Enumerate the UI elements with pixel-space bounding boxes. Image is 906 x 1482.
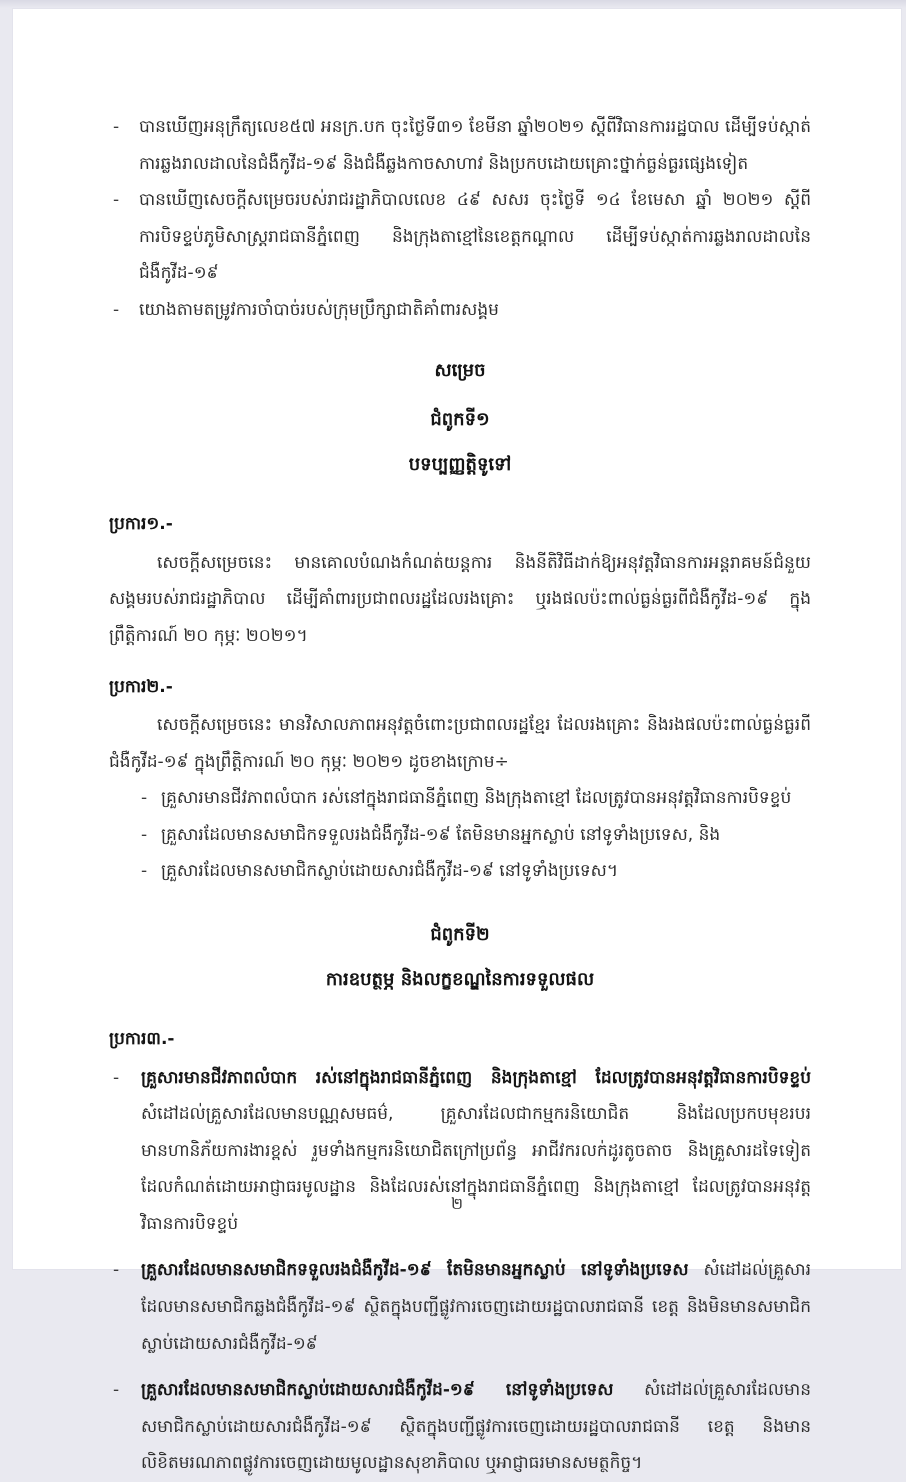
article-3-label: ប្រការ៣.- (109, 1029, 175, 1050)
scan-edge (0, 0, 906, 8)
list-item-rest: សំដៅដល់គ្រួសារដែលមានសមាជិកឆ្លងជំងឺកូវីដ-១៩ ស្ថិតក្នុងបញ្ជីផ្លូវការចេញដោយរដ្ឋបាលរាជធានី ខេត្ត និងមិនមានសមាជិកស្លាប់ដោយសារជំងឺកូវីដ-១៩ (141, 1260, 812, 1354)
chapter-2-title: ជំពូកទី២ (430, 923, 490, 945)
list-item (109, 1372, 811, 1482)
list-item-text: គ្រួសារដែលមានសមាជិកស្លាប់ដោយសារជំងឺកូវីដ-១៩ នៅទូទាំងប្រទេស។ (161, 861, 619, 882)
dash-bullet: - (113, 1067, 120, 1088)
chapter-2-subtitle: ការឧបត្ថម្ភ និងលក្ខខណ្ឌនៃការទទួលផល (325, 968, 595, 990)
list-item-text: គ្រួសារដែលមានសមាជិកទទួលរងជំងឺកូវីដ-១៩ តែមិនមានអ្នកស្លាប់ នៅទូទាំងប្រទេស, និង (161, 824, 721, 845)
list-item (137, 853, 811, 890)
preamble-item-text: បានឃើញអនុក្រឹត្យលេខ៥៧ អនក្រ.បក ចុះថ្ងៃទី៣១ ខែមីនា ឆ្នាំ២០២១ ស្តីពីវិធានការរដ្ឋបាល ដើម្បីទប់ស្កាត់ការឆ្លងរាលដាលនៃជំងឺកូវីដ-១៩ និងជំងឺឆ្លងកាចសាហាវ និងប្រកបដោយគ្រោះថ្នាក់ធ្ងន់ធ្ងរផ្សេងទៀត (139, 117, 811, 174)
article-3-list (109, 1060, 811, 1482)
article-1-body: សេចក្តីសម្រេចនេះ មានគោលបំណងកំណត់យន្តការ និងនីតិវិធីដាក់ឱ្យអនុវត្តវិធានការអន្តរាគមន៍ជំនួយសង្គមរបស់រាជរដ្ឋាភិបាល ដើម្បីគាំពារប្រជាពលរដ្ឋដែលរងគ្រោះ ឬរងផលប៉ះពាល់ធ្ងន់ធ្ងរពីជំងឺកូវីដ-១៩ ក្នុងព្រឹត្តិការណ៍ ២០ កុម្ភៈ ២០២១។ (109, 552, 811, 646)
dash-bullet: - (113, 117, 120, 137)
list-item-text (141, 1372, 811, 1482)
preamble-item (109, 109, 811, 182)
list-item (137, 817, 811, 854)
document-page (12, 8, 902, 1474)
article-1-label: ប្រការ១.- (109, 514, 173, 535)
list-item-lead: គ្រួសារដែលមានសមាជិកស្លាប់ដោយសារជំងឺកូវីដ-១៩ នៅទូទាំងប្រទេស (141, 1380, 614, 1401)
preamble-item (109, 182, 811, 292)
heading-block-chapter1 (109, 352, 811, 484)
article-2 (109, 669, 811, 890)
list-item-lead: គ្រួសារមានជីវភាពលំបាក រស់នៅក្នុងរាជធានីភ្នំពេញ និងក្រុងតាខ្មៅ ដែលត្រូវបានអនុវត្តវិធានការបិទខ្ទប់ (141, 1067, 811, 1088)
dash-bullet: - (141, 824, 148, 845)
list-item-text: គ្រួសារមានជីវភាពលំបាក រស់នៅក្នុងរាជធានីភ្នំពេញ និងក្រុងតាខ្មៅ ដែលត្រូវបានអនុវត្តវិធានការបិទខ្ទប់ (161, 788, 792, 809)
list-item-lead: គ្រួសារដែលមានសមាជិកទទួលរងជំងឺកូវីដ-១៩ តែមិនមានអ្នកស្លាប់ នៅទូទាំងប្រទេស (141, 1260, 689, 1281)
preamble-item (109, 292, 811, 329)
list-item-text (141, 1252, 811, 1362)
article-2-label: ប្រការ២.- (109, 676, 173, 697)
preamble-item-text: បានឃើញសេចក្តីសម្រេចរបស់រាជរដ្ឋាភិបាលលេខ ៤៩ សសរ ចុះថ្ងៃទី ១៤ ខែមេសា ឆ្នាំ ២០២១ ស្តីពីការបិទខ្ទប់ភូមិសាស្រ្តរាជធានីភ្នំពេញ និងក្រុងតាខ្មៅនៃខេត្តកណ្តាល ដើម្បីទប់ស្កាត់ការឆ្លងរាលដាលនៃជំងឺកូវីដ-១៩ (139, 190, 811, 284)
list-item-rest: សំដៅដល់គ្រួសារដែលមានបណ្ណសមធម៌, គ្រួសារដែលជាកម្មករនិយោជិត និងដែលប្រកបមុខរបរមានហានិភ័យការងារខ្ពស់ រួមទាំងកម្មករនិយោជិតក្រៅប្រព័ន្ធ អាជីវករលក់ដូរតូចតាច និងគ្រួសារដទៃទៀតដែលកំណត់ដោយអាជ្ញាធរមូលដ្ឋាន និងដែលរស់នៅក្នុងរាជធានីភ្នំពេញ និងក្រុងតាខ្មៅ ដែលត្រូវបានអនុវត្តវិធានការបិទខ្ទប់ (141, 1104, 811, 1234)
dash-bullet: - (141, 788, 148, 809)
article-2-body: សេចក្តីសម្រេចនេះ មានវិសាលភាពអនុវត្តចំពោះប្រជាពលរដ្ឋខ្មែរ ដែលរងគ្រោះ និងរងផលប៉ះពាល់ធ្ងន់ធ្ងរពីជំងឺកូវីដ-១៩ ក្នុងព្រឹត្តិការណ៍ ២០ កុម្ភៈ ២០២១ ដូចខាងក្រោម÷ (109, 715, 811, 772)
preamble-item-text: យោងតាមតម្រូវការចាំបាច់របស់ក្រុមប្រឹក្សាជាតិគាំពារសង្គម (139, 299, 499, 320)
list-item-rest: សំដៅដល់គ្រួសារដែលមានសមាជិកស្លាប់ដោយសារជំងឺកូវីដ-១៩ ស្ថិតក្នុងបញ្ជីផ្លូវការចេញដោយរដ្ឋបាលរាជធានី ខេត្ត និងមានលិខិតមរណភាពផ្លូវការចេញដោយមូលដ្ឋានសុខាភិបាល ឬអាជ្ញាធរមានសមត្ថកិច្ច។ (141, 1380, 811, 1474)
dash-bullet: - (141, 861, 148, 882)
chapter-1-subtitle: បទប្បញ្ញត្តិទូទៅ (408, 453, 512, 475)
dash-bullet: - (113, 190, 120, 211)
article-2-list (137, 780, 811, 890)
dash-bullet: - (113, 1260, 120, 1281)
preamble-list (109, 109, 811, 328)
list-item (137, 780, 811, 817)
article-3 (109, 1021, 811, 1482)
heading-block-chapter2 (109, 916, 811, 999)
page-number: ២ (450, 1193, 464, 1213)
decision-heading: សម្រេច (434, 360, 486, 382)
article-1 (109, 506, 811, 654)
chapter-1-title: ជំពូកទី១ (430, 408, 490, 430)
list-item (109, 1252, 811, 1362)
dash-bullet: - (113, 299, 120, 320)
dash-bullet: - (113, 1380, 120, 1401)
